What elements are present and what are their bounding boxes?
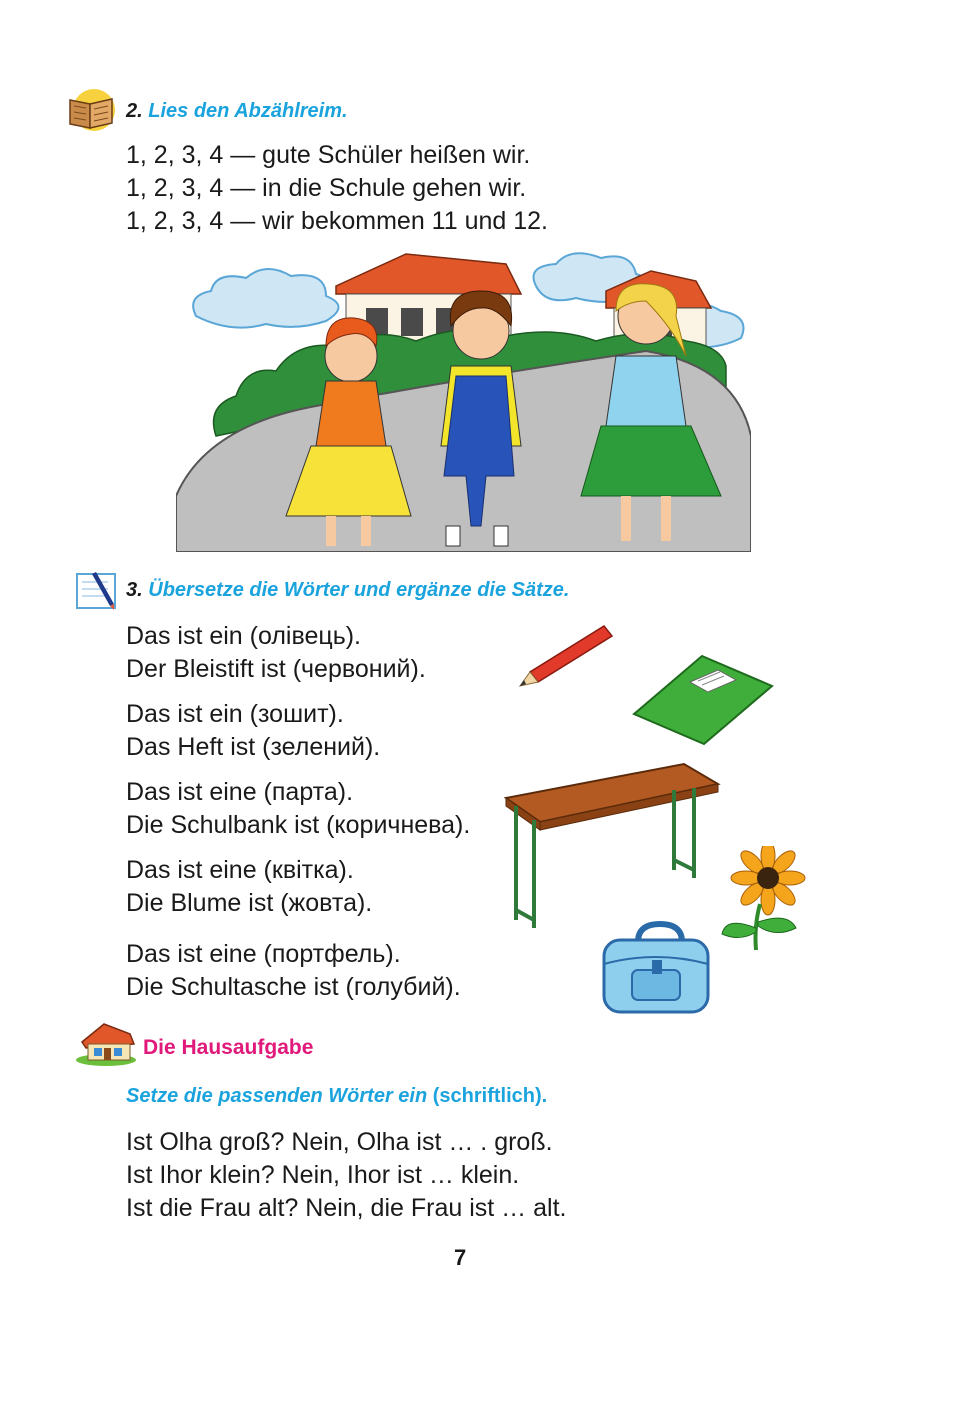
sentence: Der Bleistift ist (червоний).: [126, 655, 426, 683]
rhyme-line: 1, 2, 3, 4 — gute Schüler heißen wir.: [126, 141, 531, 169]
sentence: Das ist eine (парта).: [126, 778, 354, 806]
sunflower-illustration: [716, 846, 814, 952]
sentence: Die Schultasche ist (голубий).: [126, 973, 461, 1001]
school-desk-illustration: [504, 760, 722, 930]
homework-instruction: [126, 1085, 547, 1108]
sentence: Das ist eine (портфель).: [126, 940, 401, 968]
page-number: 7: [454, 1245, 467, 1270]
exercise-title: Lies den Abzählreim.: [148, 100, 348, 122]
school-bag-illustration: [598, 920, 714, 1016]
notebook-illustration: [630, 652, 776, 748]
exercise-2-heading: [126, 100, 348, 123]
sentence: Die Blume ist (жовта).: [126, 889, 373, 917]
rhyme-line: 1, 2, 3, 4 — in die Schule gehen wir.: [126, 174, 527, 202]
rhyme-line: 1, 2, 3, 4 — wir bekommen 11 und 12.: [126, 207, 548, 235]
homework-sentence: Ist Ihor klein? Nein, Ihor ist … klein.: [126, 1161, 520, 1189]
sentence-pair: [126, 698, 380, 764]
homework-sentences: [126, 1126, 566, 1225]
counting-rhyme: [126, 139, 548, 238]
homework-sentence: Ist die Frau alt? Nein, die Frau ist … alt.: [126, 1194, 567, 1222]
exercise-number: 2.: [126, 100, 143, 122]
sentence-pair: [126, 854, 372, 920]
homework-title: Die Hausaufgabe: [143, 1036, 314, 1059]
sentence-pair: [126, 620, 426, 686]
homework-sentence: Ist Olha groß? Nein, Olha ist … . groß.: [126, 1128, 553, 1156]
sentence-pair: [126, 938, 461, 1004]
pencil-illustration: [516, 622, 616, 688]
sentence: Das ist ein (олівець).: [126, 622, 361, 650]
exercise-3-heading: [126, 579, 569, 602]
sentence: Das ist ein (зошит).: [126, 700, 344, 728]
sentence: Das Heft ist (зелений).: [126, 733, 381, 761]
notebook-pencil-icon: [74, 568, 120, 612]
exercise-title: Übersetze die Wörter und ergänze die Sätze.: [148, 579, 570, 601]
sentence-pair: [126, 776, 470, 842]
sentence: Die Schulbank ist (коричнева).: [126, 811, 471, 839]
instruction-note: (schriftlich).: [432, 1085, 548, 1107]
house-icon: [74, 1020, 138, 1066]
book-icon: [64, 86, 118, 134]
sentence: Das ist eine (квітка).: [126, 856, 354, 884]
instruction-text: Setze die passenden Wörter ein: [126, 1085, 428, 1107]
exercise-number: 3.: [126, 579, 143, 601]
children-illustration: [176, 246, 751, 552]
